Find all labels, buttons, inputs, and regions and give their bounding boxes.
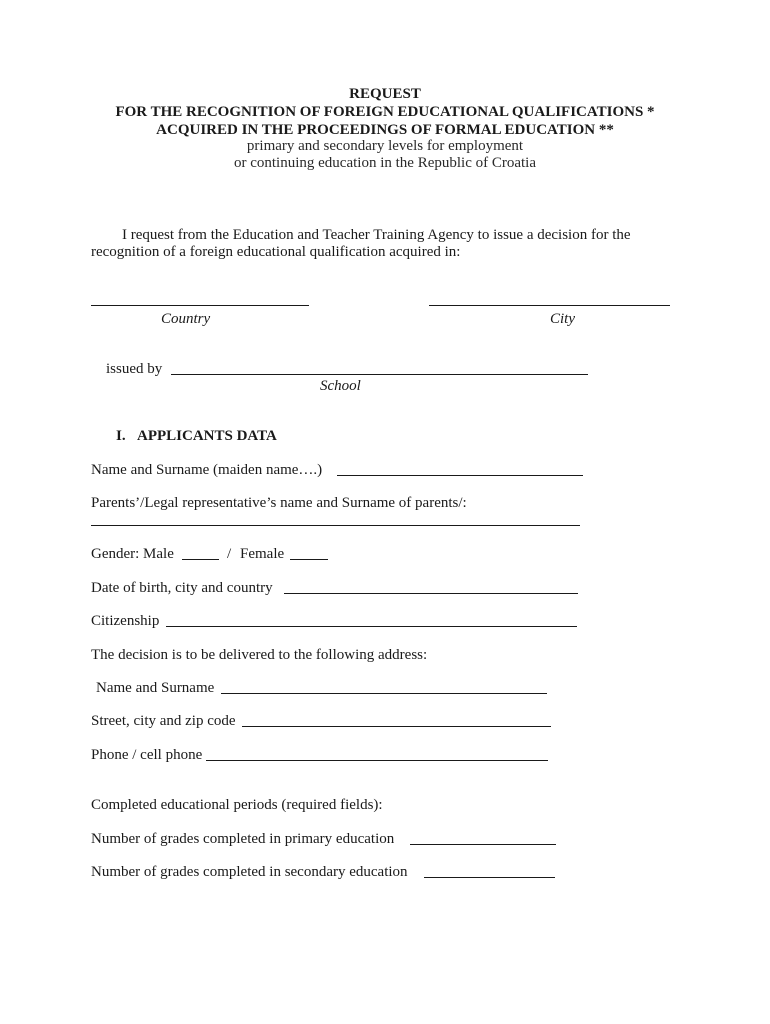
intro-line1: I request from the Education and Teacher Training Agency to issue a decision for the [122,227,631,243]
school-label: School [320,378,361,394]
gender-female-field[interactable] [290,559,328,560]
name-surname-label: Name and Surname (maiden name….) [91,462,323,478]
intro-line2: recognition of a foreign educational qualification acquired in: [91,244,461,260]
delivery-intro: The decision is to be delivered to the following address: [91,647,428,663]
document-subtitle-line2: or continuing education in the Republic of Croatia [233,155,536,171]
dob-field[interactable] [284,593,578,594]
school-field[interactable] [171,374,588,375]
section-number: I. [116,428,126,444]
education-intro: Completed educational periods (required fields): [91,797,383,813]
street-field[interactable] [242,726,551,727]
phone-label: Phone / cell phone [91,747,203,763]
secondary-grades-label: Number of grades completed in secondary education [91,864,408,880]
dob-label: Date of birth, city and country [91,580,273,596]
section-heading: APPLICANTS DATA [137,428,277,444]
citizenship-field[interactable] [166,626,577,627]
document-subtitle-line1: primary and secondary levels for employment [246,138,524,154]
document-title: REQUEST [349,86,421,102]
country-field[interactable] [91,305,309,306]
parents-label: Parents’/Legal representative’s name and Surname of parents/: [91,495,467,511]
city-field[interactable] [429,305,670,306]
document-title-line2: FOR THE RECOGNITION OF FOREIGN EDUCATIONAL QUALIFICATIONS * [115,104,655,120]
document-title-line3: ACQUIRED IN THE PROCEEDINGS OF FORMAL EDUCATION ** [156,122,614,138]
phone-field[interactable] [206,760,548,761]
secondary-grades-field[interactable] [424,877,555,878]
country-label: Country [161,311,211,327]
primary-grades-field[interactable] [410,844,556,845]
parents-field[interactable] [91,525,580,526]
issued-by-label: issued by [106,361,163,377]
street-label: Street, city and zip code [91,713,236,729]
delivery-name-field[interactable] [221,693,547,694]
primary-grades-label: Number of grades completed in primary education [91,831,395,847]
gender-male-label: Gender: Male [91,546,174,562]
gender-separator: / [227,546,232,562]
gender-male-field[interactable] [182,559,219,560]
name-surname-field[interactable] [337,475,583,476]
citizenship-label: Citizenship [91,613,160,629]
city-label: City [550,311,575,327]
gender-female-label: Female [240,546,285,562]
delivery-name-label: Name and Surname [96,680,215,696]
